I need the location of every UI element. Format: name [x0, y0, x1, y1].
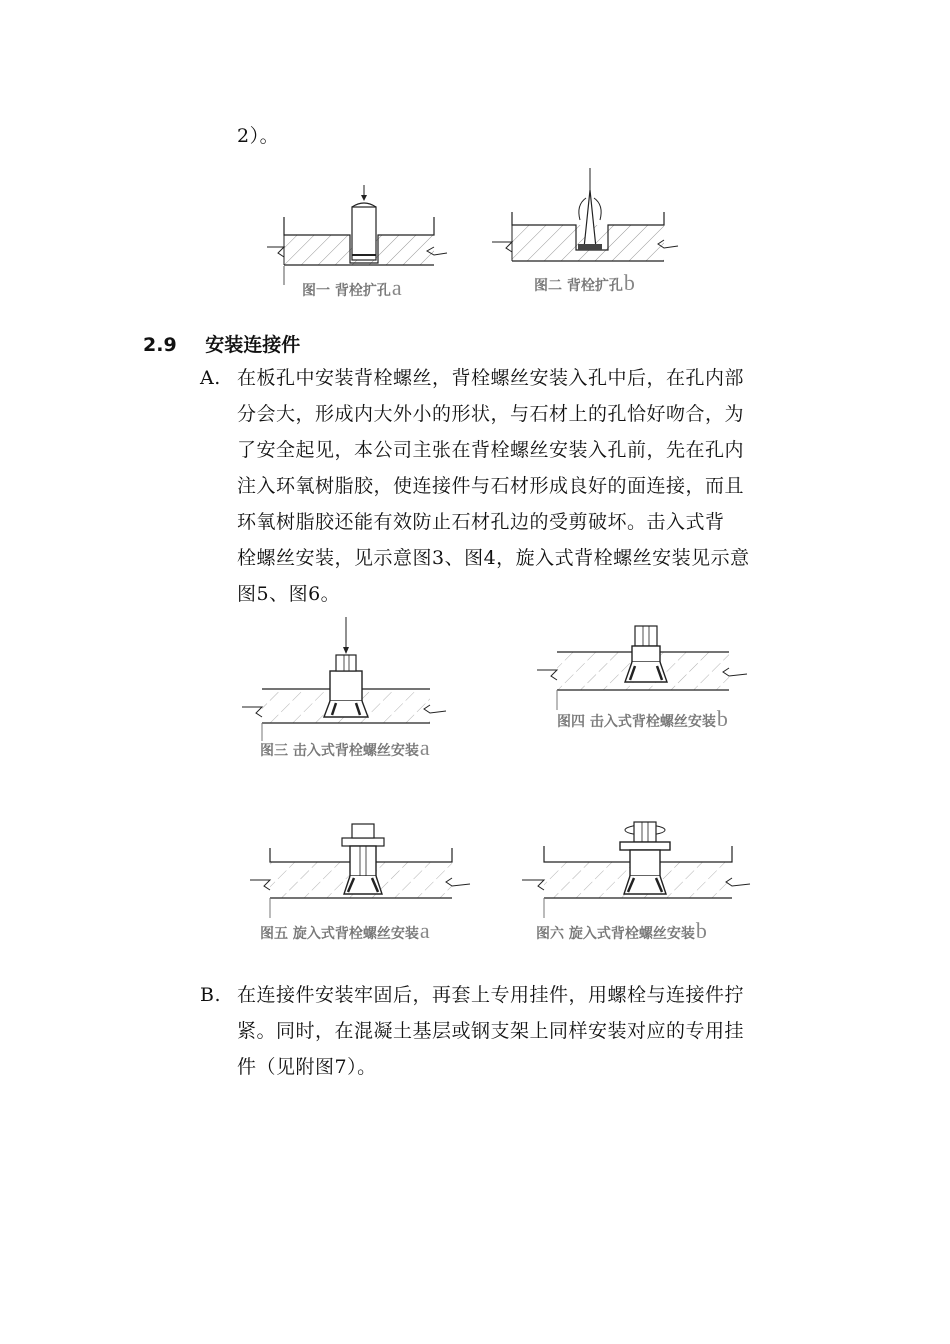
figure-6-caption [536, 918, 707, 944]
figure-4-caption-suffix: b [716, 706, 728, 731]
item-a-line: 在板孔中安装背栓螺丝，背栓螺丝安装入孔中后，在孔内部 [237, 367, 745, 389]
figure-5-caption-suffix: a [419, 918, 430, 943]
figure-1-caption [302, 275, 402, 301]
figure-4 [535, 622, 750, 732]
figure-6-caption-text: 图六 旋入式背栓螺丝安装 [536, 926, 695, 942]
item-a-marker: A. [200, 367, 221, 389]
figure-4-caption [557, 706, 728, 732]
section-number: 2.9 [143, 334, 177, 356]
figure-3-caption-text: 图三 击入式背栓螺丝安装 [260, 743, 419, 759]
section-heading [143, 330, 300, 357]
figure-4-caption-text: 图四 击入式背栓螺丝安装 [557, 714, 716, 730]
item-a-line: 环氧树脂胶还能有效防止石材孔边的受剪破坏。击入式背 [237, 511, 725, 533]
item-a-line: 栓螺丝安装，见示意图3、图4，旋入式背栓螺丝安装见示意 [237, 547, 750, 569]
figure-5-caption-text: 图五 旋入式背栓螺丝安装 [260, 926, 419, 942]
figure-5-caption [260, 918, 430, 944]
figure-2 [492, 160, 682, 300]
figure-2-caption-text: 图二 背栓扩孔 [534, 278, 623, 294]
figure-3 [240, 617, 450, 762]
figure-1-caption-text: 图一 背栓扩孔 [302, 283, 391, 299]
figure-6-caption-suffix: b [695, 918, 707, 943]
figure-3-caption [260, 735, 430, 761]
section-title: 安装连接件 [205, 334, 301, 356]
continuation-text: 2）。 [237, 125, 280, 147]
figure-1-caption-suffix: a [391, 275, 402, 300]
figure-2-caption-suffix: b [623, 270, 635, 295]
item-b-line: 紧。同时，在混凝土基层或钢支架上同样安装对应的专用挂 [237, 1020, 745, 1042]
item-a-line: 分会大，形成内大外小的形状，与石材上的孔恰好吻合，为 [237, 403, 745, 425]
item-a-line: 注入环氧树脂胶，使连接件与石材形成良好的面连接，而且 [237, 475, 745, 497]
item-a-paragraph [237, 360, 750, 612]
item-a-line: 了安全起见，本公司主张在背栓螺丝安装入孔前，先在孔内 [237, 439, 745, 461]
item-b-line: 在连接件安装牢固后，再套上专用挂件，用螺栓与连接件拧 [237, 984, 745, 1006]
figure-1 [262, 185, 452, 300]
item-a-line: 图5、图6。 [237, 583, 341, 605]
figure-5 [248, 818, 473, 948]
item-b-line: 件（见附图7）。 [237, 1056, 377, 1078]
figure-3-caption-suffix: a [419, 735, 430, 760]
figure-2-caption [534, 270, 635, 296]
item-b-marker: B. [200, 984, 222, 1006]
item-b-paragraph [237, 977, 744, 1085]
figure-6 [520, 818, 752, 948]
